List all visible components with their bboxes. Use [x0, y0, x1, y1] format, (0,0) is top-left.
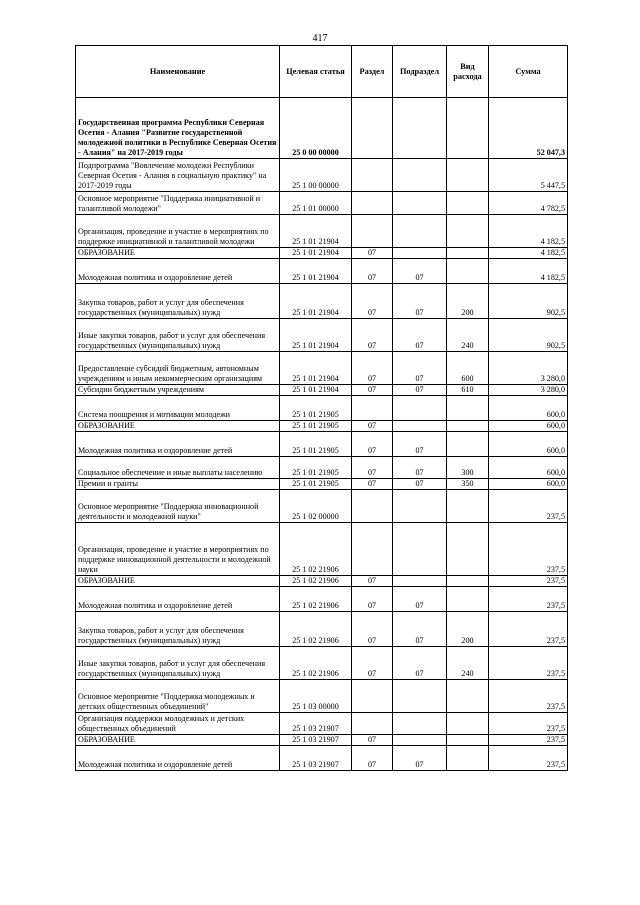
row-name: Премии и гранты	[76, 479, 280, 490]
row-section: 07	[352, 457, 393, 479]
row-code: 25 1 02 21906	[280, 647, 352, 680]
row-expense-type	[447, 735, 489, 746]
row-name: Субсидии бюджетным учреждениям	[76, 385, 280, 396]
row-code: 25 0 00 00000	[280, 98, 352, 159]
header-expense-type: Вид расхода	[447, 46, 489, 98]
row-subsection: 07	[393, 319, 447, 352]
header-name: Наименование	[76, 46, 280, 98]
header-amount: Сумма	[489, 46, 568, 98]
row-expense-type: 240	[447, 647, 489, 680]
row-subsection: 07	[393, 385, 447, 396]
row-subsection	[393, 490, 447, 523]
row-subsection: 07	[393, 432, 447, 457]
row-subsection: 07	[393, 647, 447, 680]
row-subsection	[393, 523, 447, 576]
row-name: Организация, проведение и участие в мероприятиях по поддержке инновационной деятельности и молодежной науки	[76, 523, 280, 576]
row-section: 07	[352, 432, 393, 457]
row-code: 25 1 02 21906	[280, 576, 352, 587]
row-subsection: 07	[393, 479, 447, 490]
row-subsection: 07	[393, 457, 447, 479]
row-section	[352, 215, 393, 248]
table-row	[76, 98, 568, 159]
row-section	[352, 490, 393, 523]
row-amount: 600,0	[489, 432, 568, 457]
row-name: ОБРАЗОВАНИЕ	[76, 248, 280, 259]
row-subsection	[393, 159, 447, 192]
row-expense-type	[447, 421, 489, 432]
row-amount: 600,0	[489, 479, 568, 490]
row-expense-type	[447, 587, 489, 612]
row-subsection: 07	[393, 352, 447, 385]
row-amount: 237,5	[489, 680, 568, 713]
row-expense-type	[447, 192, 489, 215]
row-expense-type: 200	[447, 612, 489, 647]
row-section: 07	[352, 259, 393, 284]
row-subsection: 07	[393, 746, 447, 771]
row-expense-type	[447, 98, 489, 159]
row-code: 25 1 03 21907	[280, 735, 352, 746]
table-row	[76, 713, 568, 735]
row-subsection	[393, 396, 447, 421]
table-row	[76, 647, 568, 680]
row-section	[352, 523, 393, 576]
header-subsection: Подраздел	[393, 46, 447, 98]
table-row	[76, 352, 568, 385]
row-section	[352, 713, 393, 735]
table-row	[76, 192, 568, 215]
row-subsection	[393, 421, 447, 432]
row-section: 07	[352, 421, 393, 432]
row-name: Иные закупки товаров, работ и услуг для обеспечения государственных (муниципальных) нужд	[76, 647, 280, 680]
row-subsection: 07	[393, 284, 447, 319]
row-amount: 3 280,0	[489, 352, 568, 385]
row-amount: 3 280,0	[489, 385, 568, 396]
row-section: 07	[352, 385, 393, 396]
row-subsection	[393, 215, 447, 248]
table-row	[76, 259, 568, 284]
row-section	[352, 98, 393, 159]
row-section: 07	[352, 576, 393, 587]
table-row	[76, 432, 568, 457]
row-code: 25 1 01 21905	[280, 421, 352, 432]
row-expense-type: 240	[447, 319, 489, 352]
row-amount: 237,5	[489, 576, 568, 587]
row-section: 07	[352, 647, 393, 680]
row-subsection	[393, 576, 447, 587]
table-row	[76, 248, 568, 259]
row-expense-type: 300	[447, 457, 489, 479]
page-number: 417	[312, 33, 328, 44]
table-row	[76, 159, 568, 192]
row-amount: 902,5	[489, 284, 568, 319]
row-name: Предоставление субсидий бюджетным, автономным учреждениям и иным некоммерческим организациям	[76, 352, 280, 385]
row-subsection: 07	[393, 612, 447, 647]
row-code: 25 1 02 21906	[280, 587, 352, 612]
row-amount: 237,5	[489, 490, 568, 523]
row-expense-type: 200	[447, 284, 489, 319]
row-name: Подпрограмма "Вовлечение молодежи Республики Северная Осетия - Алания в социальную практику" на 2017-2019 годы	[76, 159, 280, 192]
row-name: Основное мероприятие "Поддержка молодежных и детских общественных объединений"	[76, 680, 280, 713]
row-amount: 237,5	[489, 523, 568, 576]
row-code: 25 1 02 00000	[280, 490, 352, 523]
row-code: 25 1 01 21904	[280, 319, 352, 352]
row-amount: 237,5	[489, 587, 568, 612]
row-subsection	[393, 248, 447, 259]
row-name: Закупка товаров, работ и услуг для обеспечения государственных (муниципальных) нужд	[76, 284, 280, 319]
row-subsection: 07	[393, 587, 447, 612]
row-name: ОБРАЗОВАНИЕ	[76, 421, 280, 432]
table-row	[76, 746, 568, 771]
row-code: 25 1 03 21907	[280, 746, 352, 771]
table-row	[76, 523, 568, 576]
row-code: 25 1 01 21904	[280, 284, 352, 319]
table-row	[76, 587, 568, 612]
table-row	[76, 319, 568, 352]
row-name: Социальное обеспечение и иные выплаты населению	[76, 457, 280, 479]
row-amount: 600,0	[489, 396, 568, 421]
row-amount: 52 047,3	[489, 98, 568, 159]
row-code: 25 1 01 21904	[280, 215, 352, 248]
row-name: Закупка товаров, работ и услуг для обеспечения государственных (муниципальных) нужд	[76, 612, 280, 647]
row-code: 25 1 02 21906	[280, 523, 352, 576]
row-section: 07	[352, 735, 393, 746]
row-subsection	[393, 192, 447, 215]
row-amount: 4 182,5	[489, 215, 568, 248]
row-amount: 237,5	[489, 647, 568, 680]
row-code: 25 1 01 21904	[280, 248, 352, 259]
row-amount: 237,5	[489, 713, 568, 735]
row-amount: 237,5	[489, 612, 568, 647]
row-section: 07	[352, 479, 393, 490]
table-row	[76, 284, 568, 319]
row-name: ОБРАЗОВАНИЕ	[76, 576, 280, 587]
header-code: Целевая статья	[280, 46, 352, 98]
row-expense-type	[447, 713, 489, 735]
row-amount: 902,5	[489, 319, 568, 352]
row-code: 25 1 03 00000	[280, 680, 352, 713]
row-amount: 237,5	[489, 735, 568, 746]
row-name: Основное мероприятие "Поддержка инициативной и талантливой молодежи"	[76, 192, 280, 215]
row-name: Основное мероприятие "Поддержка инновационной деятельности и молодежной науки"	[76, 490, 280, 523]
row-name: Иные закупки товаров, работ и услуг для обеспечения государственных (муниципальных) нужд	[76, 319, 280, 352]
row-expense-type	[447, 680, 489, 713]
row-code: 25 1 01 21904	[280, 385, 352, 396]
row-code: 25 1 01 21905	[280, 396, 352, 421]
row-section	[352, 680, 393, 713]
row-expense-type	[447, 248, 489, 259]
row-section: 07	[352, 284, 393, 319]
table-row	[76, 457, 568, 479]
row-section: 07	[352, 248, 393, 259]
row-code: 25 1 01 00000	[280, 192, 352, 215]
row-section	[352, 159, 393, 192]
row-amount: 4 182,5	[489, 259, 568, 284]
row-code: 25 1 01 21904	[280, 259, 352, 284]
table-row	[76, 735, 568, 746]
row-name: ОБРАЗОВАНИЕ	[76, 735, 280, 746]
row-subsection: 07	[393, 259, 447, 284]
row-code: 25 1 01 21905	[280, 457, 352, 479]
row-name: Организация, проведение и участие в мероприятиях по поддержке инициативной и талантливой молодежи	[76, 215, 280, 248]
row-expense-type	[447, 432, 489, 457]
row-subsection	[393, 680, 447, 713]
row-code: 25 1 03 21907	[280, 713, 352, 735]
table-row	[76, 479, 568, 490]
row-expense-type: 600	[447, 352, 489, 385]
row-expense-type	[447, 215, 489, 248]
row-code: 25 1 00 00000	[280, 159, 352, 192]
row-name: Система поощрения и мотивации молодежи	[76, 396, 280, 421]
row-amount: 4 182,5	[489, 248, 568, 259]
row-section: 07	[352, 612, 393, 647]
row-section: 07	[352, 319, 393, 352]
table-row	[76, 680, 568, 713]
row-code: 25 1 01 21904	[280, 352, 352, 385]
row-expense-type	[447, 159, 489, 192]
table-row	[76, 490, 568, 523]
row-name: Молодежная политика и оздоровление детей	[76, 746, 280, 771]
row-name: Молодежная политика и оздоровление детей	[76, 587, 280, 612]
row-expense-type: 610	[447, 385, 489, 396]
row-subsection	[393, 735, 447, 746]
row-expense-type: 350	[447, 479, 489, 490]
budget-table	[75, 45, 568, 771]
table-row	[76, 396, 568, 421]
row-expense-type	[447, 576, 489, 587]
row-section	[352, 396, 393, 421]
row-amount: 5 447,5	[489, 159, 568, 192]
row-name: Молодежная политика и оздоровление детей	[76, 432, 280, 457]
row-expense-type	[447, 259, 489, 284]
row-subsection	[393, 713, 447, 735]
row-name: Молодежная политика и оздоровление детей	[76, 259, 280, 284]
row-expense-type	[447, 746, 489, 771]
table-row	[76, 421, 568, 432]
row-expense-type	[447, 396, 489, 421]
table-row	[76, 385, 568, 396]
table-row	[76, 576, 568, 587]
row-section	[352, 192, 393, 215]
row-amount: 600,0	[489, 457, 568, 479]
row-code: 25 1 01 21905	[280, 479, 352, 490]
row-code: 25 1 02 21906	[280, 612, 352, 647]
table-header-row	[76, 46, 568, 98]
row-section: 07	[352, 352, 393, 385]
row-name: Организация поддержки молодежных и детских общественных объединений	[76, 713, 280, 735]
row-expense-type	[447, 523, 489, 576]
header-section: Раздел	[352, 46, 393, 98]
row-name: Государственная программа Республики Северная Осетия - Алания "Развитие государственной молодежной политики в Республике Северная Осетия - Алания" на 2017-2019 годы	[76, 98, 280, 159]
row-code: 25 1 01 21905	[280, 432, 352, 457]
row-expense-type	[447, 490, 489, 523]
table-row	[76, 612, 568, 647]
row-subsection	[393, 98, 447, 159]
row-section: 07	[352, 746, 393, 771]
row-section: 07	[352, 587, 393, 612]
row-amount: 600,0	[489, 421, 568, 432]
table-row	[76, 215, 568, 248]
row-amount: 237,5	[489, 746, 568, 771]
row-amount: 4 782,5	[489, 192, 568, 215]
